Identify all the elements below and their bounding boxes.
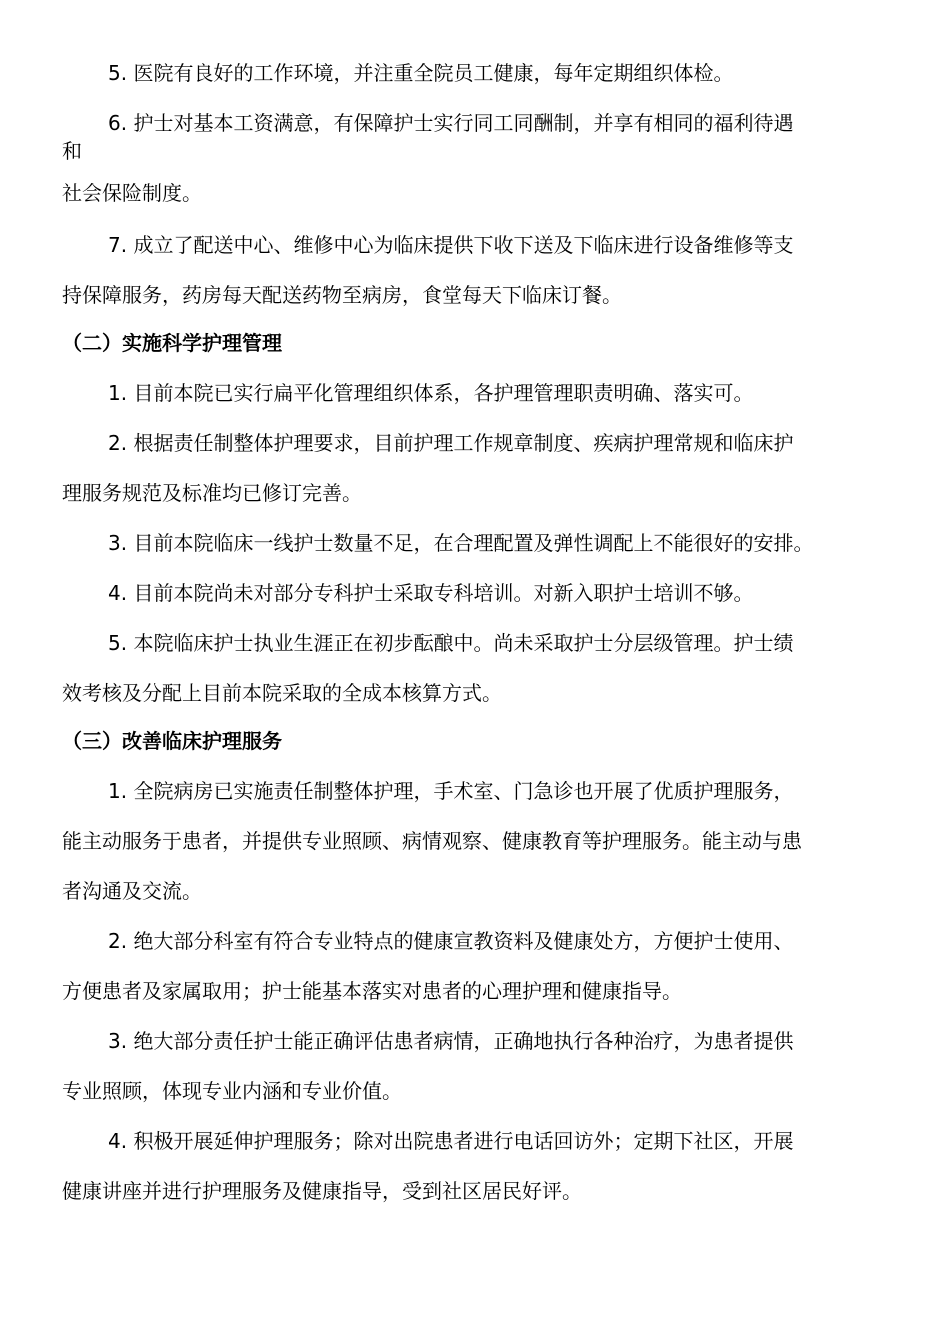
- paragraph-line: 方便患者及家属取用；护士能基本落实对患者的心理护理和健康指导。: [62, 979, 682, 1003]
- paragraph-line: 理服务规范及标准均已修订完善。: [62, 481, 362, 505]
- paragraph-line: 7. 成立了配送中心、维修中心为临床提供下收下送及下临床进行设备维修等支: [108, 233, 794, 257]
- paragraph-line: 4. 积极开展延伸护理服务；除对出院患者进行电话回访外；定期下社区，开展: [108, 1129, 794, 1153]
- paragraph-line: 1. 全院病房已实施责任制整体护理，手术室、门急诊也开展了优质护理服务，: [108, 779, 794, 803]
- paragraph-line: 效考核及分配上目前本院采取的全成本核算方式。: [62, 681, 502, 705]
- paragraph-line: 持保障服务，药房每天配送药物至病房，食堂每天下临床订餐。: [62, 283, 622, 307]
- paragraph-line: 5. 医院有良好的工作环境，并注重全院员工健康，每年定期组织体检。: [108, 61, 734, 85]
- paragraph-line: 1. 目前本院已实行扁平化管理组织体系，各护理管理职责明确、落实可。: [108, 381, 754, 405]
- paragraph-line: 2. 绝大部分科室有符合专业特点的健康宣教资料及健康处方，方便护士使用、: [108, 929, 794, 953]
- paragraph-line: 2. 根据责任制整体护理要求，目前护理工作规章制度、疾病护理常规和临床护: [108, 431, 794, 455]
- paragraph-line: 者沟通及交流。: [62, 879, 202, 903]
- paragraph-line: 社会保险制度。: [62, 181, 202, 205]
- paragraph-line: 健康讲座并进行护理服务及健康指导，受到社区居民好评。: [62, 1179, 582, 1203]
- paragraph-line: 5. 本院临床护士执业生涯正在初步酝酿中。尚未采取护士分层级管理。护士绩: [108, 631, 794, 655]
- paragraph-line: 3. 绝大部分责任护士能正确评估患者病情，正确地执行各种治疗，为患者提供: [108, 1029, 794, 1053]
- paragraph-line: 专业照顾，体现专业内涵和专业价值。: [62, 1079, 402, 1103]
- paragraph-line: 能主动服务于患者，并提供专业照顾、病情观察、健康教育等护理服务。能主动与患: [62, 829, 802, 853]
- paragraph-line: 6. 护士对基本工资满意，有保障护士实行同工同酬制，并享有相同的福利待遇: [108, 111, 794, 135]
- paragraph-line: 和: [62, 139, 82, 163]
- section-heading: （二）实施科学护理管理: [62, 331, 282, 355]
- paragraph-line: 3. 目前本院临床一线护士数量不足，在合理配置及弹性调配上不能很好的安排。: [108, 531, 814, 555]
- paragraph-line: 4. 目前本院尚未对部分专科护士采取专科培训。对新入职护士培训不够。: [108, 581, 754, 605]
- section-heading: （三）改善临床护理服务: [62, 729, 282, 753]
